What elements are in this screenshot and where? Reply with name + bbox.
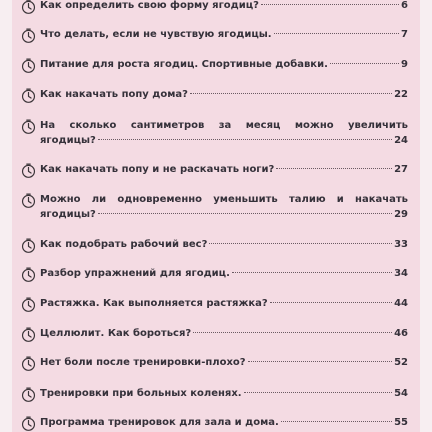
toc-entry-page: 29 [394,209,408,220]
stopwatch-icon [20,386,37,403]
toc-entry[interactable] [20,386,408,401]
toc-entry-page: 27 [394,164,408,175]
stopwatch-icon [20,266,37,283]
toc-entry-title: Как накачать попу и не раскачать ноги? [40,164,275,175]
toc-entry-page: 22 [394,89,408,100]
dot-leader [276,168,392,169]
toc-entry-page: 55 [394,417,408,428]
toc-entry-title: Нет боли после тренировки-плохо? [40,357,246,368]
toc-entry[interactable] [20,237,408,252]
stopwatch-icon [20,118,37,135]
toc-entry-page: 44 [394,298,408,309]
dot-leader [281,421,392,422]
toc-entry[interactable] [20,118,408,148]
toc-entry[interactable] [20,415,408,430]
dot-leader [98,139,392,140]
toc-entry[interactable] [20,27,408,42]
toc-entry-page: 7 [401,29,408,40]
stopwatch-icon [20,162,37,179]
toc-entry-page: 52 [394,357,408,368]
toc-entry-title: Тренировки при больных коленях. [40,388,242,399]
toc-entry-page: 6 [401,0,408,11]
toc-entry-title: Разбор упражнений для ягодиц. [40,268,230,279]
dot-leader [232,272,392,273]
stopwatch-icon [20,192,37,209]
dot-leader [244,392,392,393]
dot-leader [193,332,392,333]
toc-entry-title: Питание для роста ягодиц. Спортивные добавки. [40,59,328,70]
stopwatch-icon [20,355,37,372]
stopwatch-icon [20,27,37,44]
toc-entry-page: 46 [394,328,408,339]
dot-leader [98,213,392,214]
toc-entry-page: 54 [394,388,408,399]
stopwatch-icon [20,57,37,74]
dot-leader [261,4,399,5]
toc-entry-title: Растяжка. Как выполняется растяжка? [40,298,268,309]
stopwatch-icon [20,87,37,104]
toc-entry-page: 34 [394,268,408,279]
dot-leader [209,243,392,244]
toc-entry-title: Можно ли одновременно уменьшить талию и накачать [40,194,408,205]
toc-entry-title: Целлюлит. Как бороться? [40,328,192,339]
toc-entry[interactable] [20,192,408,222]
dot-leader [274,33,399,34]
toc-entry-page: 24 [394,135,408,146]
toc-entry[interactable] [20,326,408,341]
toc-entry-title: Программа тренировок для зала и дома. [40,417,279,428]
dot-leader [248,361,393,362]
toc-entry-title: Что делать, если не чувствую ягодицы. [40,29,272,40]
dot-leader [190,93,392,94]
toc-entry-title: Как подобрать рабочий вес? [40,239,208,250]
toc-entry-title: Как определить свою форму ягодиц? [40,0,259,11]
stopwatch-icon [20,296,37,313]
toc-entry-page: 9 [401,59,408,70]
stopwatch-icon [20,0,37,15]
toc-entry-page: 33 [394,239,408,250]
toc-entry[interactable] [20,57,408,72]
toc-entry[interactable] [20,87,408,102]
stopwatch-icon [20,326,37,343]
dot-leader [270,302,392,303]
toc-entry[interactable] [20,266,408,281]
toc-entry-title-cont: ягодицы? [40,209,96,220]
dot-leader [330,63,399,64]
toc-entry[interactable] [20,162,408,177]
toc-entry[interactable] [20,0,408,13]
stopwatch-icon [20,415,37,432]
toc-entry-title: Как накачать попу дома? [40,89,188,100]
toc-entry-title: На сколько сантиметров за месяц можно увеличить [40,120,408,131]
toc-entry[interactable] [20,355,408,370]
stopwatch-icon [20,237,37,254]
toc-entry-title-cont: ягодицы? [40,135,96,146]
toc-entry[interactable] [20,296,408,311]
